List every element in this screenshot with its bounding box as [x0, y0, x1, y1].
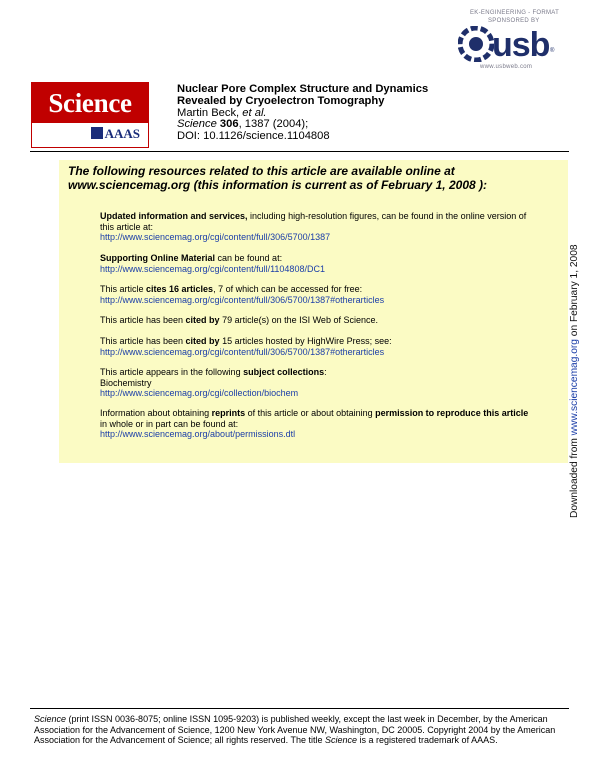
download-notice: Downloaded from www.sciencemag.org on February 1, 2008	[569, 244, 580, 518]
download-site-link[interactable]: www.sciencemag.org	[569, 339, 580, 436]
article-doi: DOI: 10.1126/science.1104808	[177, 130, 330, 143]
aaas-icon	[91, 127, 103, 139]
subject-link[interactable]: http://www.sciencemag.org/cgi/collection/biochem	[100, 388, 299, 399]
subject-entry: This article appears in the following subject collections: Biochemistry http://www.sciencemag.org/cgi/collection/biochem	[100, 367, 327, 399]
usb-site: www.usbweb.com	[480, 64, 533, 70]
article-title-line2: Revealed by Cryoelectron Tomography	[177, 94, 385, 107]
article-title-line1: Nuclear Pore Complex Structure and Dynamics	[177, 83, 429, 95]
hosted-link[interactable]: http://www.sciencemag.org/cgi/content/full/306/5700/1387#otherarticles	[100, 346, 385, 357]
permissions-link[interactable]: http://www.sciencemag.org/about/permissions.dtl	[100, 429, 296, 440]
resources-heading: The following resources related to this article are available online at www.sciencemag.org (this information is current as of February 1, 2008 ):	[68, 164, 487, 192]
article-header	[177, 84, 428, 143]
som-link[interactable]: http://www.sciencemag.org/cgi/content/full/1104808/DC1	[100, 263, 325, 274]
science-logo	[31, 82, 149, 148]
usb-sponsored: SPONSORED BY	[488, 18, 540, 24]
cited-by-entry: This article has been cited by 79 article(s) on the ISI Web of Science.	[100, 315, 378, 325]
usb-reg: ®	[550, 48, 555, 54]
updated-info-link[interactable]: http://www.sciencemag.org/cgi/content/full/306/5700/1387	[100, 232, 331, 243]
som-entry: Supporting Online Material can be found at: http://www.sciencemag.org/cgi/content/full/1104808/DC1	[100, 253, 325, 274]
copyright-footer: Science (print ISSN 0036-8075; online ISSN 1095-9203) is published weekly, except the last week in December, by the American Association for the Advancement of Science, 1200 New York Avenue NW, Washington, DC 20005. Copyright 2004 by the American Association for the Advancement of Science; all rights reserved. The title Science is a registered trademark of AAAS.	[34, 714, 556, 746]
usb-emblem-icon	[458, 26, 494, 62]
aaas-wordmark: AAAS	[91, 126, 140, 142]
subject-name: Biochemistry	[100, 377, 152, 388]
cites-link[interactable]: http://www.sciencemag.org/cgi/content/full/306/5700/1387#otherarticles	[100, 294, 385, 305]
science-wordmark: Science	[32, 83, 148, 123]
usb-name: usb	[492, 26, 550, 64]
usb-tagline: EK-ENGINEERING - FORMAT	[470, 10, 560, 16]
article-authors: Martin Beck, et al.	[177, 106, 267, 119]
updated-info-entry: Updated information and services, including high-resolution figures, can be found in the online version of this article at: http://www.sciencemag.org/cgi/content/full/306/5700/1387	[100, 211, 527, 243]
permissions-entry: Information about obtaining reprints of this article or about obtaining permission to reproduce this article in whole or in part can be found at: http://www.sciencemag.org/about/permissions.dtl	[100, 408, 529, 440]
footer-divider	[30, 708, 569, 709]
hosted-entry: This article has been cited by 15 articles hosted by HighWire Press; see: http://www.sciencemag.org/cgi/content/full/306/5700/1387#otherarticles	[100, 336, 392, 357]
article-citation: Science 306, 1387 (2004);	[177, 118, 309, 131]
header-divider	[30, 151, 569, 152]
cites-entry: This article cites 16 articles, 7 of which can be accessed for free: http://www.sciencemag.org/cgi/content/full/306/5700/1387#otherarticles	[100, 284, 385, 305]
